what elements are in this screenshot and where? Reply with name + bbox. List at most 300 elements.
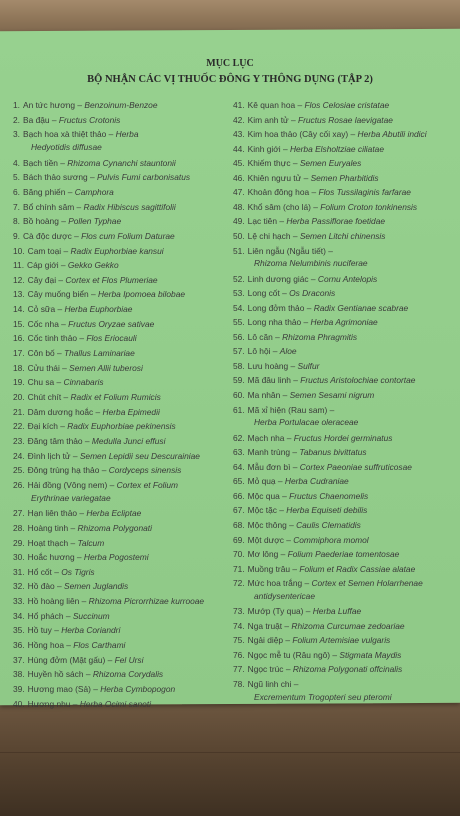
entry-dash: – (309, 187, 319, 198)
entry-dash: – (301, 172, 311, 183)
entry-scientific-name: Herba Elsholtziae ciliatae (289, 143, 384, 154)
entry-dash: – (61, 392, 71, 402)
entry-vietnamese-name: Lưu hoàng (247, 360, 289, 371)
entry-dash: – (106, 129, 116, 140)
entry-dash: – (283, 534, 294, 545)
entry-vietnamese-name: Bách thảo sương (23, 172, 88, 183)
entry-number: 55. (233, 317, 245, 328)
entry-scientific-name: Folium et Radix Cassiae alatae (299, 563, 416, 574)
entry-scientific-name: Semen Litchi chinensis (299, 230, 386, 241)
entry-scientific-name: Fructus Aristolochiae contortae (300, 375, 416, 386)
entry-number: 46. (233, 172, 245, 183)
entry-number: 41. (233, 100, 245, 110)
entry-vietnamese-name: Hải đồng (Vông nem) (27, 479, 108, 490)
entry-number: 49. (233, 216, 245, 227)
toc-entry (13, 289, 185, 299)
toc-entry (13, 465, 181, 475)
toc-entry (233, 549, 399, 559)
entry-vietnamese-name: Kim hoa thảo (Cây cối xay) (247, 129, 349, 140)
entry-vietnamese-name: Mộc tặc (247, 505, 277, 516)
entry-dash: – (57, 421, 68, 432)
entry-dash: – (71, 230, 82, 241)
entry-vietnamese-name: Long cốt (247, 288, 280, 299)
entry-dash: – (286, 519, 297, 530)
entry-dash: – (51, 625, 62, 636)
entry-scientific-name: Herba Coriandri (61, 625, 121, 636)
entry-continuation: Excrementum Trogopteri seu pteromi (254, 691, 392, 702)
entry-scientific-name: Cortex Paeoniae suffruticosae (299, 461, 412, 472)
entry-number: 28. (13, 522, 25, 533)
entry-dash: – (58, 216, 69, 227)
entry-dash: – (277, 216, 287, 227)
entry-number: 69. (233, 534, 245, 545)
entry-number: 57. (233, 346, 245, 357)
entry-vietnamese-name: Hoắc hương (27, 552, 75, 563)
entry-scientific-name: Camphora (74, 186, 114, 197)
entry-number: 16. (13, 333, 25, 344)
entry-continuation: antidysentericae (254, 590, 315, 601)
entry-scientific-name: Herba Equiseti debilis (286, 505, 368, 516)
entry-vietnamese-name: Lô căn (247, 331, 273, 342)
entry-number: 33. (13, 596, 25, 607)
toc-entry (13, 407, 160, 417)
toc-entry (233, 476, 349, 486)
toc-entry (233, 621, 405, 631)
entry-scientific-name: Radix Hibiscus sagittifolii (83, 201, 176, 212)
entry-vietnamese-name: Khoản đông hoa (247, 187, 310, 198)
toc-entry (233, 664, 402, 674)
entry-dash: – (107, 479, 117, 490)
entry-dash: – (55, 304, 65, 315)
entry-dash: – (283, 635, 293, 646)
entry-vietnamese-name: Ngọc mễ tu (Râu ngô) (247, 649, 331, 660)
entry-vietnamese-name: Lạc tiên (247, 216, 277, 227)
toc-entry (233, 679, 298, 689)
entry-dash: – (54, 581, 64, 592)
entry-scientific-name: Herba Cymbopogon (100, 684, 176, 694)
entry-scientific-name: Semen Lepidii seu Descurainiae (79, 450, 200, 461)
entry-vietnamese-name: Mã xỉ hiện (Rau sam) (247, 404, 328, 415)
entry-scientific-name: Herba Ipomoea bilobae (97, 289, 186, 300)
entry-vietnamese-name: Long đởm thảo (247, 302, 305, 313)
entry-scientific-name: Herba Passiflorae foetidae (286, 216, 386, 227)
entry-dash: – (302, 578, 312, 589)
toc-entry (13, 552, 149, 562)
toc-entry (13, 158, 176, 168)
entry-vietnamese-name: Mạch nha (247, 432, 285, 443)
entry-vietnamese-name: Cây muống biển (27, 289, 89, 300)
entry-dash: – (290, 447, 300, 458)
entry-scientific-name: Rhizoma Picrorrhizae kurrooae (88, 596, 205, 607)
entry-vietnamese-name: Mức hoa trắng (247, 578, 303, 589)
entry-scientific-name: Fructus Crotonis (58, 114, 121, 125)
entry-number: 72. (233, 578, 245, 589)
entry-dash: – (272, 331, 283, 342)
toc-entry (233, 361, 319, 371)
entry-vietnamese-name: Kê quan hoa (247, 100, 296, 110)
entry-number: 51. (233, 245, 245, 256)
entry-dash: – (279, 490, 290, 501)
entry-vietnamese-name: Hổ cốt (27, 566, 52, 577)
entry-dash: – (79, 596, 89, 607)
entry-vietnamese-name: Hồ tuy (27, 625, 52, 636)
entry-vietnamese-name: Nga truật (247, 620, 283, 631)
toc-entry (13, 567, 95, 577)
entry-dash: – (291, 679, 299, 689)
entry-scientific-name: Herba Abutili indici (357, 129, 427, 140)
entry-vietnamese-name: Hùng đởm (Mật gấu) (27, 654, 106, 665)
entry-dash: – (325, 245, 333, 256)
entry-dash: – (282, 620, 292, 631)
toc-entry (13, 202, 176, 212)
entry-number: 32. (13, 581, 25, 592)
toc-entry (13, 115, 120, 125)
entry-vietnamese-name: Ngũ linh chi (247, 679, 292, 689)
toc-entry (233, 520, 361, 530)
entry-scientific-name: Talcum (77, 537, 105, 548)
entry-continuation: Herba Portulacae oleraceae (254, 417, 359, 428)
entry-number: 71. (233, 563, 245, 574)
entry-scientific-name: Herba Epimedii (102, 406, 160, 417)
entry-dash: – (63, 610, 73, 621)
entry-dash: – (348, 129, 358, 140)
entry-dash: – (54, 348, 64, 359)
toc-entry (233, 158, 361, 168)
entry-scientific-name: Os Draconis (289, 288, 336, 299)
toc-entry (233, 332, 357, 342)
entry-vietnamese-name: Hổ phách (27, 610, 64, 621)
entry-vietnamese-name: Muồng trâu (247, 563, 291, 574)
entry-scientific-name: Tabanus bivittatus (299, 447, 367, 458)
entry-vietnamese-name: Mộc thông (247, 519, 287, 530)
entry-dash: – (290, 461, 300, 472)
entry-vietnamese-name: Đông trùng hạ thảo (27, 465, 100, 476)
entry-number: 1. (13, 100, 20, 110)
entry-dash: – (275, 476, 285, 487)
entry-number: 17. (13, 348, 25, 359)
entry-number: 61. (233, 404, 245, 415)
entry-scientific-name: Radix Gentianae scabrae (313, 302, 409, 313)
entry-number: 66. (233, 490, 245, 501)
entry-dash: – (88, 289, 98, 300)
entry-number: 6. (13, 186, 20, 197)
toc-entry (13, 363, 143, 373)
entry-dash: – (61, 245, 71, 256)
entry-dash: – (310, 201, 321, 212)
entry-vietnamese-name: Đăng tâm thảo (27, 435, 83, 446)
entry-dash: – (283, 664, 293, 675)
entry-dash: – (87, 172, 97, 183)
entry-number: 21. (13, 406, 25, 417)
entry-vietnamese-name: Cà độc dược (23, 230, 72, 241)
entry-vietnamese-name: Ngải diệp (247, 635, 284, 646)
entry-vietnamese-name: Bạch tiền (23, 157, 58, 168)
entry-scientific-name: Cordyceps sinensis (108, 465, 182, 476)
entry-dash: – (279, 288, 290, 299)
entry-vietnamese-name: Dâm dương hoắc (27, 406, 94, 417)
page-title: MỤC LỤC (206, 58, 254, 69)
entry-scientific-name: Fel Ursi (114, 654, 144, 665)
toc-entry (13, 231, 175, 241)
entry-scientific-name: Radix et Folium Rumicis (70, 392, 161, 402)
toc-entry (13, 172, 190, 182)
entry-dash: – (288, 114, 298, 125)
toc-entry (13, 523, 152, 533)
entry-dash: – (82, 435, 92, 446)
entry-number: 37. (13, 654, 25, 665)
entry-scientific-name: Rhizoma Phragmitis (282, 331, 358, 342)
toc-entry (13, 304, 132, 314)
entry-number: 18. (13, 362, 25, 373)
entry-number: 42. (233, 114, 245, 125)
entry-scientific-name: Folium Croton tonkinensis (320, 201, 418, 212)
entry-vietnamese-name: Băng phiến (23, 186, 66, 197)
entry-vietnamese-name: Lệ chi hạch (247, 230, 291, 241)
entry-vietnamese-name: Kinh giới (247, 143, 281, 154)
entry-dash: – (77, 333, 87, 344)
entry-dash: – (63, 640, 74, 651)
toc-entry (13, 436, 165, 446)
entry-scientific-name: Rhizoma Cynanchi stauntonii (67, 157, 176, 168)
entry-dash: – (308, 273, 318, 284)
entry-number: 68. (233, 519, 245, 530)
entry-vietnamese-name: Chút chít (27, 392, 62, 402)
entry-number: 40. (13, 698, 25, 709)
entry-dash: – (58, 260, 68, 271)
entry-number: 58. (233, 360, 245, 371)
entry-scientific-name: Medulla Junci effusi (91, 435, 166, 446)
entry-number: 9. (13, 230, 20, 241)
entry-number: 7. (13, 201, 20, 212)
entry-number: 64. (233, 461, 245, 472)
toc-entry (233, 433, 392, 443)
entry-number: 59. (233, 375, 245, 386)
toc-entry (233, 447, 367, 457)
toc-entry (13, 596, 204, 606)
entry-vietnamese-name: Ba đậu (23, 114, 50, 125)
toc-entry (13, 100, 158, 110)
entry-dash: – (49, 114, 59, 125)
entry-vietnamese-name: Cửu thái (27, 362, 60, 373)
entry-vietnamese-name: Bổ chính sâm (23, 201, 75, 212)
entry-scientific-name: Aloe (279, 346, 297, 357)
entry-vietnamese-name: Cam toại (27, 245, 62, 256)
toc-entry (233, 187, 411, 197)
entry-number: 24. (13, 450, 25, 461)
entry-scientific-name: Thallus Laminariae (63, 348, 135, 359)
entry-scientific-name: Rhizoma Polygonati (77, 522, 152, 533)
entry-dash: – (280, 143, 290, 154)
entry-scientific-name: Herba Ecliptae (86, 508, 142, 519)
toc-entry (233, 317, 378, 327)
entry-scientific-name: Cortex et Semen Holarrhenae (311, 578, 423, 589)
toc-entry (13, 319, 154, 329)
entry-scientific-name: Herba Luffae (312, 606, 362, 617)
entry-vietnamese-name: Hoạt thạch (27, 537, 69, 548)
entry-number: 31. (13, 566, 25, 577)
entry-scientific-name: Herba Cudraniae (284, 476, 349, 487)
entry-dash: – (303, 606, 313, 617)
entry-scientific-name: Semen Pharbitidis (310, 172, 379, 183)
entry-number: 50. (233, 230, 245, 241)
toc-entry (233, 231, 385, 241)
entry-dash: – (105, 654, 115, 665)
entry-vietnamese-name: Mộc qua (247, 490, 280, 501)
entry-dash: – (330, 649, 340, 660)
toc-entry (233, 650, 401, 660)
entry-scientific-name: Fructus Hordei germinatus (293, 432, 393, 443)
entry-number: 3. (13, 129, 20, 140)
entry-dash: – (278, 549, 288, 560)
entry-dash: – (56, 274, 66, 285)
toc-entry (233, 115, 393, 125)
entry-scientific-name: Fructus Chaenomelis (289, 490, 369, 501)
entry-scientific-name: Flos Eriocauli (86, 333, 137, 344)
entry-scientific-name: Herba Ocimi sanoti (79, 698, 151, 709)
entry-continuation: Hedyotidis diffusae (31, 141, 102, 152)
entry-number: 54. (233, 302, 245, 313)
entry-dash: – (74, 201, 84, 212)
entry-vietnamese-name: Liên ngẫu (Ngẫu tiết) (247, 245, 326, 256)
entry-scientific-name: Herba Pogostemi (83, 552, 149, 563)
entry-number: 77. (233, 664, 245, 675)
toc-entry (233, 216, 385, 226)
entry-vietnamese-name: Kim anh tử (247, 114, 289, 125)
entry-scientific-name: Commiphora momol (293, 534, 369, 545)
entry-scientific-name: Semen Euryales (299, 158, 362, 169)
entry-scientific-name: Semen Allii tuberosi (69, 362, 143, 373)
entry-dash: – (290, 158, 300, 169)
entry-number: 60. (233, 390, 245, 400)
entry-number: 11. (13, 260, 25, 271)
entry-scientific-name: Flos Carthami (73, 640, 126, 651)
entry-dash: – (57, 157, 68, 168)
entry-number: 23. (13, 435, 25, 446)
toc-entry (13, 275, 158, 285)
entry-scientific-name: Radix Euphorbiae kansui (70, 245, 164, 256)
entry-dash: – (77, 508, 87, 519)
entry-number: 65. (233, 476, 245, 487)
entry-vietnamese-name: Đại kích (27, 421, 58, 432)
entry-dash: – (58, 318, 69, 329)
toc-entry (233, 303, 408, 313)
toc-entry (13, 421, 176, 431)
entry-number: 10. (13, 245, 25, 256)
toc-entry (233, 173, 379, 183)
toc-entry (13, 625, 120, 635)
entry-vietnamese-name: Hồng hoa (27, 640, 64, 651)
entry-vietnamese-name: Cây đại (27, 274, 57, 285)
entry-vietnamese-name: Manh trùng (247, 447, 291, 458)
entry-scientific-name: Flos Celosiae cristatae (304, 100, 390, 110)
toc-entry (13, 508, 141, 518)
entry-number: 14. (13, 304, 25, 315)
entry-vietnamese-name: Lô hội (247, 346, 271, 357)
entry-dash: – (70, 698, 80, 709)
entry-vietnamese-name: Bạch hoa xà thiệt thảo (23, 129, 107, 140)
entry-scientific-name: Fructus Rosae laevigatae (297, 114, 393, 125)
entry-vietnamese-name: Một dược (247, 534, 284, 545)
toc-entry (13, 260, 119, 270)
entry-scientific-name: Herba Agrimoniae (310, 317, 378, 328)
entry-vietnamese-name: Linh dương giác (247, 273, 309, 284)
entry-number: 30. (13, 552, 25, 563)
toc-entry (13, 538, 104, 548)
entry-dash: – (288, 360, 298, 371)
entry-number: 48. (233, 201, 245, 212)
toc-entry (13, 640, 125, 650)
entry-number: 22. (13, 421, 25, 432)
entry-scientific-name: Caulis Clematidis (296, 519, 361, 530)
toc-entry (233, 564, 415, 574)
toc-entry (13, 451, 200, 461)
entry-scientific-name: Semen Juglandis (63, 581, 129, 592)
entry-scientific-name: Benzoinum-Benzoe (84, 100, 158, 110)
entry-number: 43. (233, 129, 245, 140)
toc-entry (233, 405, 334, 415)
toc-entry (13, 669, 163, 679)
toc-entry (13, 348, 135, 358)
toc-entry (233, 578, 423, 588)
toc-entry (13, 699, 151, 709)
entry-scientific-name: Rhizoma Corydalis (92, 669, 164, 680)
entry-number: 36. (13, 640, 25, 651)
toc-entry (233, 535, 369, 545)
entry-number: 38. (13, 669, 25, 680)
entry-dash: – (70, 450, 80, 461)
entry-dash: – (280, 390, 290, 400)
entry-number: 4. (13, 157, 20, 168)
entry-vietnamese-name: Bồ hoàng (23, 216, 59, 227)
entry-scientific-name: Flos cum Folium Daturae (81, 230, 175, 241)
entry-scientific-name: Cortex et Folium (116, 479, 179, 490)
entry-scientific-name: Cortex et Flos Plumeriae (65, 274, 158, 285)
entry-vietnamese-name: Chu sa (27, 377, 55, 388)
entry-scientific-name: Semen Sesami nigrum (289, 390, 375, 400)
entry-dash: – (270, 346, 280, 357)
toc-entry (233, 606, 361, 616)
toc-entry (13, 187, 114, 197)
entry-number: 19. (13, 377, 25, 388)
entry-vietnamese-name: Đình lịch tử (27, 450, 71, 461)
entry-scientific-name: Succinum (72, 610, 110, 621)
entry-number: 5. (13, 172, 20, 183)
entry-number: 20. (13, 392, 25, 402)
entry-dash: – (301, 317, 311, 328)
entry-scientific-name: Rhizoma Polygonati offcinalis (292, 664, 403, 675)
entry-dash: – (51, 566, 62, 577)
entry-number: 78. (233, 679, 245, 689)
toc-entry (233, 274, 377, 284)
toc-entry (233, 505, 367, 515)
entry-vietnamese-name: Ngọc trúc (247, 664, 284, 675)
entry-continuation: Erythrinae variegatae (31, 492, 111, 503)
entry-vietnamese-name: Mã đâu linh (247, 375, 291, 386)
entry-vietnamese-name: Hoàng tinh (27, 522, 69, 533)
entry-scientific-name: Pollen Typhae (68, 216, 122, 227)
entry-number: 13. (13, 289, 25, 300)
toc-entry (13, 246, 164, 256)
entry-dash: – (83, 669, 93, 680)
entry-vietnamese-name: Huyền hồ sách (27, 669, 84, 680)
entry-number: 44. (233, 143, 245, 154)
entry-number: 27. (13, 508, 25, 519)
entry-dash: – (276, 505, 287, 516)
entry-vietnamese-name: Hương mao (Sả) (27, 684, 91, 694)
entry-vietnamese-name: Khiên ngưu tử (247, 172, 302, 183)
page-subtitle: BỘ NHẬN CÁC VỊ THUỐC ĐÔNG Y THÔNG DỤNG (TẬP 2) (87, 74, 373, 85)
entry-scientific-name: Sulfur (297, 360, 320, 371)
